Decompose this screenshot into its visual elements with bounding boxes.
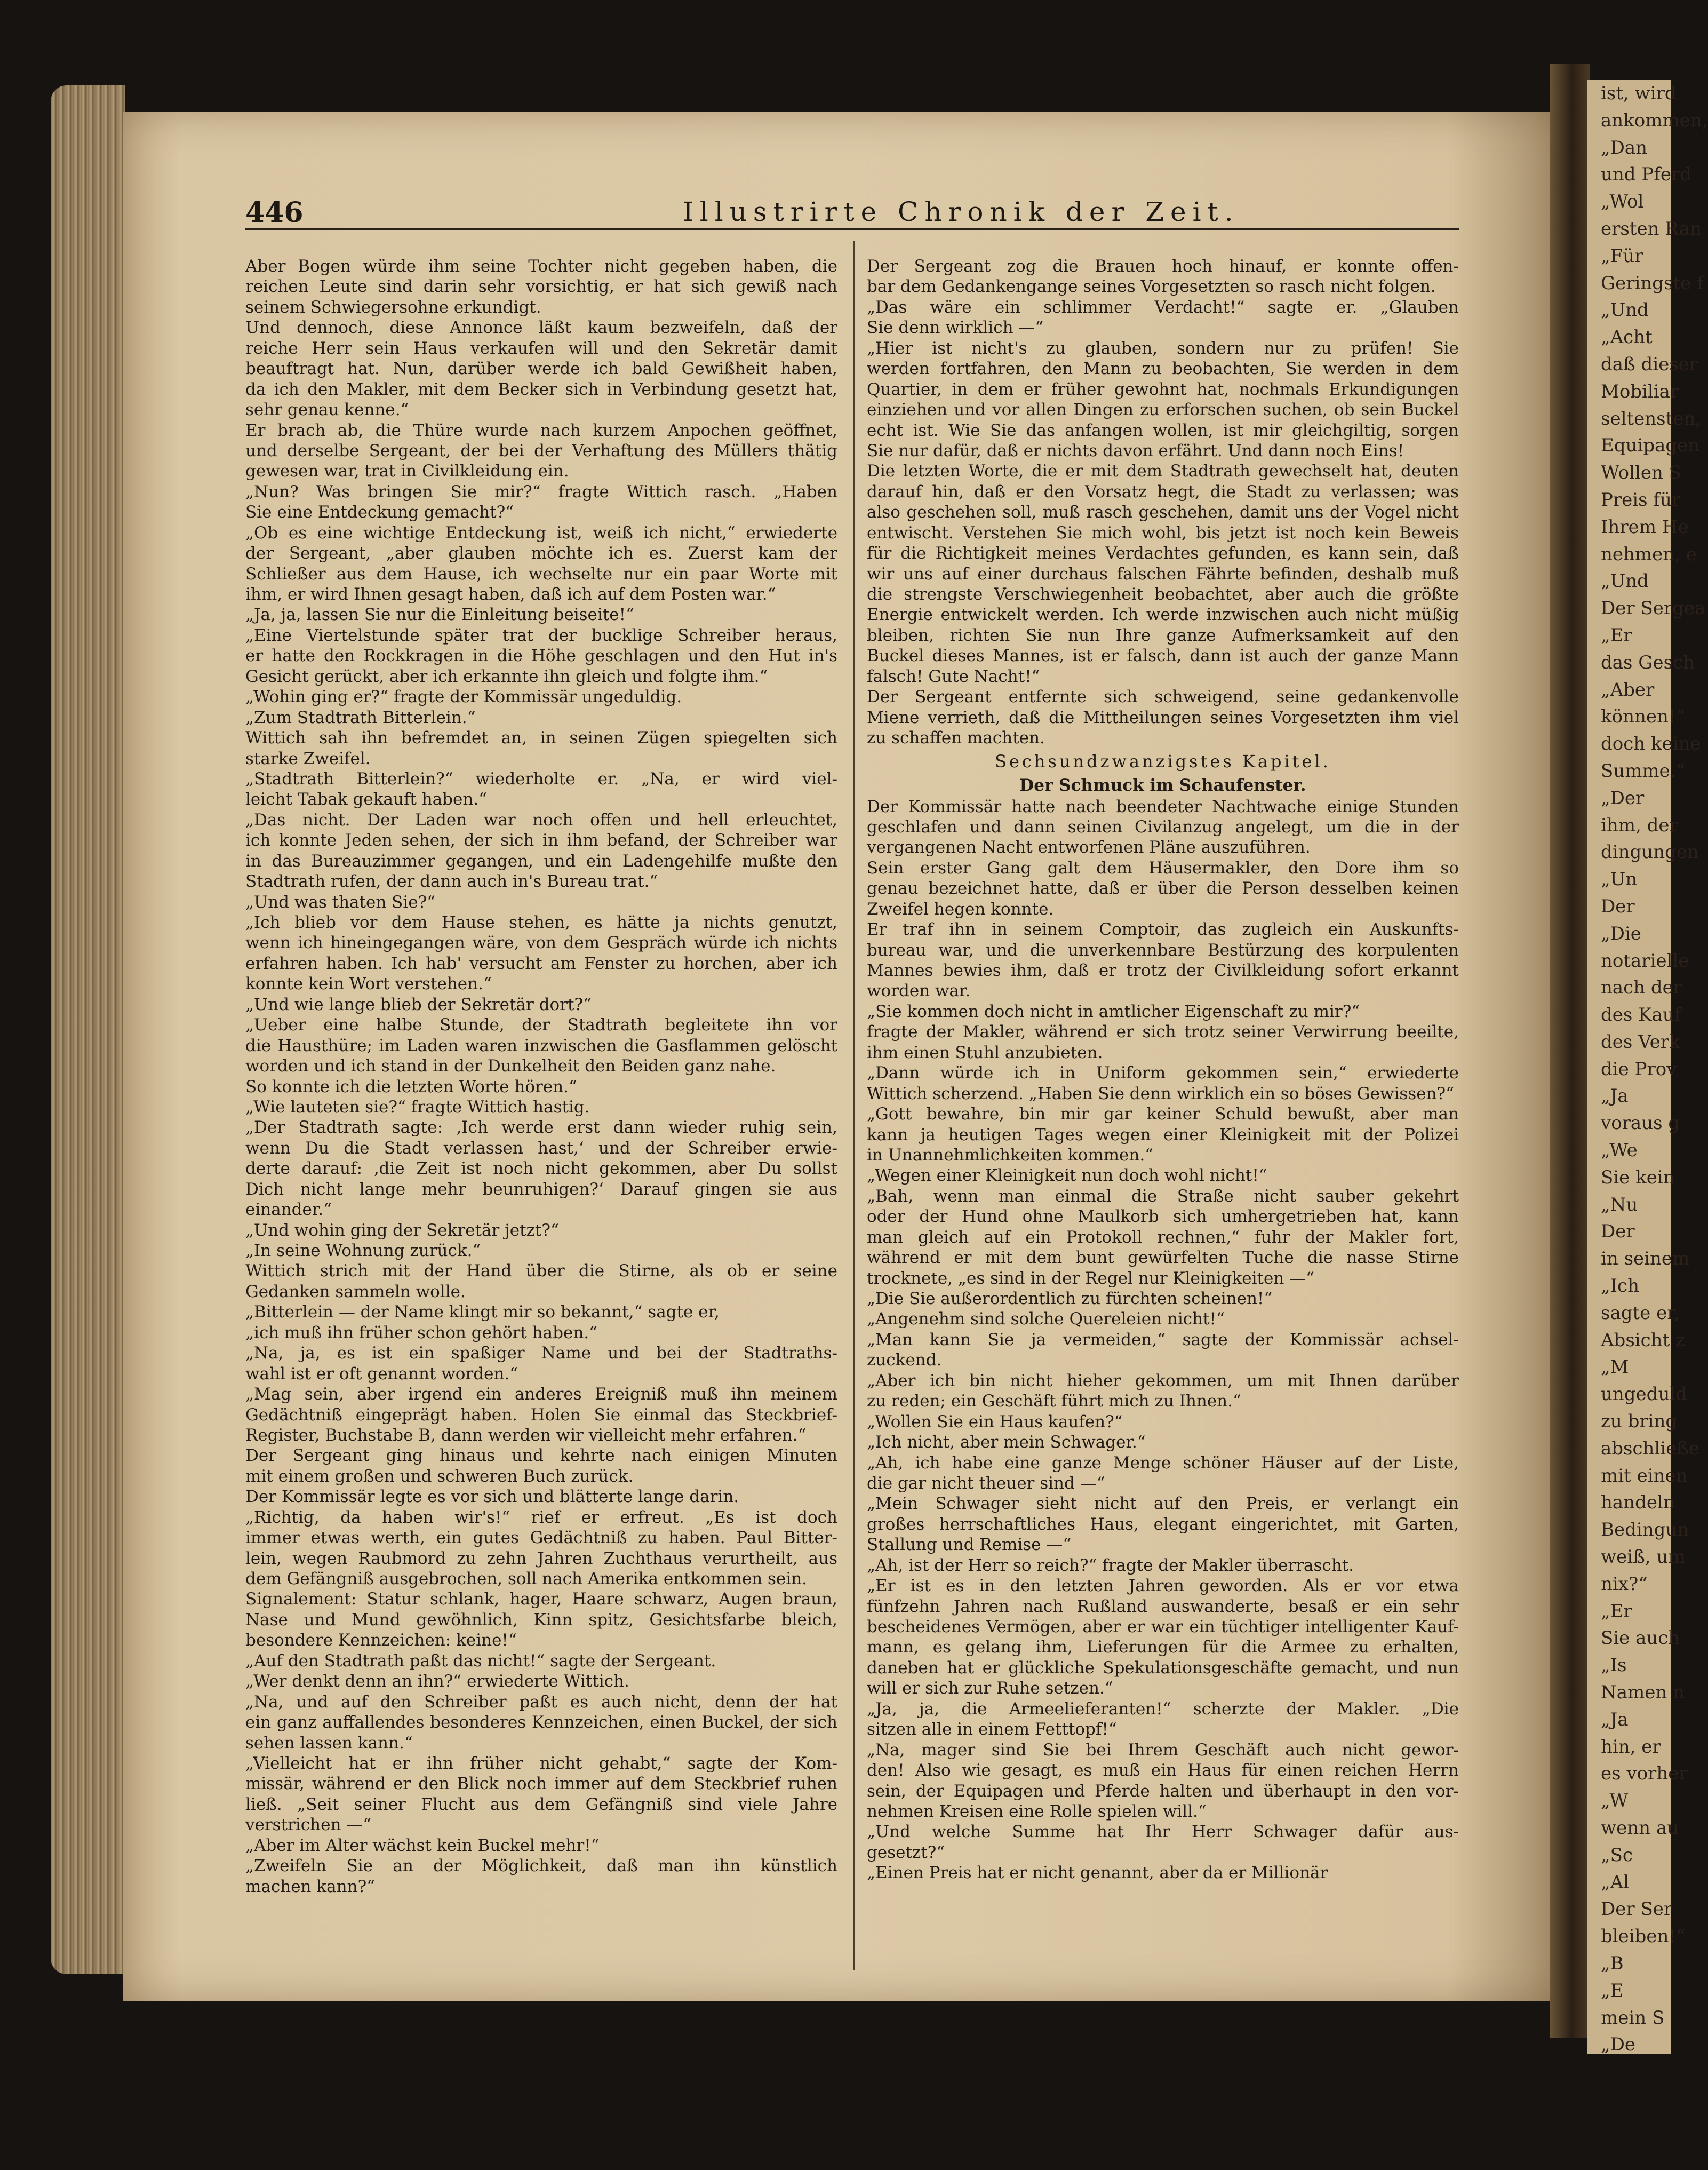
text-line: „Einen Preis hat er nicht genannt, aber da er Millionär (867, 1863, 1328, 1883)
text-line: „Eine Viertelstunde später trat der bucklige Schreiber heraus, (245, 625, 837, 645)
text-line: „Der Stadtrath sagte: ‚Ich werde erst dann wieder ruhig sein, (245, 1118, 837, 1138)
text-line: dem Gefängniß ausgebrochen, soll nach Amerika entkommen sein. (245, 1569, 808, 1588)
chapter-title: Sechsundzwanzigstes Kapitel. (995, 751, 1331, 772)
next-page-fragment: Der (1601, 1221, 1635, 1243)
text-line: Der Sergeant zog die Brauen hoch hinauf, er konnte offen- (867, 257, 1459, 276)
text-line: Gedächtniß eingeprägt haben. Holen Sie einmal das Steckbrief- (245, 1405, 837, 1425)
text-line: „Zum Stadtrath Bitterlein.“ (245, 708, 476, 727)
text-line: Quartier, in dem er früher gewohnt hat, nochmals Erkundigungen (867, 379, 1459, 399)
stacked-page-edges (51, 85, 125, 1974)
text-line: da ich den Makler, mit dem Becker sich in Verbindung gesetzt hat, (245, 379, 837, 399)
text-line: So konnte ich die letzten Worte hören.“ (245, 1077, 577, 1096)
text-line: Zweifel hegen konnte. (867, 899, 1054, 919)
text-line: „Wie lauteten sie?“ fragte Wittich hastig. (245, 1097, 590, 1117)
text-line: wahl ist er oft genannt worden.“ (245, 1364, 518, 1384)
next-page-fragment: „We (1601, 1140, 1638, 1162)
text-line: „Mag sein, aber irgend ein anderes Ereigniß muß ihn meinem (245, 1385, 837, 1404)
text-line: beauftragt hat. Nun, darüber werde ich bald Gewißheit haben, (245, 359, 837, 379)
next-page-fragment: „Ja (1601, 1085, 1629, 1107)
text-line: Sie nur dafür, daß er nichts davon erfährt. Und dann noch Eins! (867, 441, 1404, 460)
running-title: Illustrirte Chronik der Zeit. (683, 196, 1240, 227)
next-page-fragment: Equipagen (1601, 435, 1700, 457)
next-page-fragment: mein S (1601, 2007, 1665, 2029)
chapter-subtitle: Der Schmuck im Schaufenster. (1019, 775, 1306, 795)
next-page-fragment: „Dan (1601, 137, 1648, 158)
text-line: der Sergeant, „aber glauben möchte ich es. Zuerst kam der (245, 544, 837, 563)
next-page-edge (1587, 80, 1708, 2056)
next-page-fragment: in seinem (1601, 1248, 1690, 1270)
next-page-fragment: handeln (1601, 1492, 1675, 1514)
next-page-fragment: „Ja (1601, 1708, 1629, 1730)
text-line: Und dennoch, diese Annonce läßt kaum bezweifeln, daß der (245, 318, 837, 338)
next-page-fragment: Sie kein (1601, 1166, 1675, 1188)
next-page-fragment: Sie auch (1601, 1627, 1680, 1649)
text-line: Buckel dieses Mannes, ist er falsch, dann ist auch der ganze Mann (867, 646, 1459, 666)
next-page-fragment: Der (1601, 895, 1635, 917)
text-line: echt ist. Wie Sie das anfangen wollen, ist mir gleichgiltig, sorgen (867, 420, 1459, 440)
text-line: „Ich nicht, aber mein Schwager.“ (867, 1433, 1146, 1452)
text-line: werden fortfahren, den Mann zu beobachten, Sie werden in dem (867, 359, 1459, 379)
next-page-fragment: wenn au (1601, 1817, 1679, 1839)
text-line: reiche Herr sein Haus verkaufen will und den Sekretär damit (245, 338, 837, 358)
next-page-fragment: hin, er (1601, 1736, 1661, 1758)
text-line: sein, der Equipagen und Pferde halten und überhaupt in den vor- (867, 1781, 1459, 1801)
next-page-fragment: des Kauf (1601, 1004, 1681, 1026)
text-line: sehr genau kenne.“ (245, 400, 409, 420)
text-line: „Die Sie außerordentlich zu fürchten scheinen!“ (867, 1289, 1273, 1308)
next-page-fragment: nehmen, e (1601, 543, 1697, 565)
next-page-fragment: „De (1601, 2034, 1635, 2056)
text-line: „Ich blieb vor dem Hause stehen, es hätte ja nichts genutzt, (245, 913, 837, 932)
text-line: „Wohin ging er?“ fragte der Kommissär ungeduldig. (245, 687, 682, 707)
text-line: lein, wegen Raubmord zu zehn Jahren Zuchthaus verurtheilt, aus (245, 1548, 837, 1568)
text-line: ihm einen Stuhl anzubieten. (867, 1043, 1103, 1062)
next-page-fragment: Geringste f (1601, 272, 1704, 294)
text-line: „Mein Schwager sieht nicht auf den Preis, er verlangt ein (867, 1494, 1459, 1514)
text-line: „Angenehm sind solche Quereleien nicht!“ (867, 1309, 1225, 1329)
text-line: die strengste Verschwiegenheit beobachtet, aber auch die größte (867, 585, 1459, 604)
text-line: Miene verrieth, daß die Mittheilungen seines Vorgesetzten ihm viel (867, 708, 1459, 727)
text-line: Register, Buchstabe B, dann werden wir vielleicht mehr erfahren.“ (245, 1425, 807, 1445)
next-page-fragment: ungeduld (1601, 1384, 1687, 1405)
right-column (867, 256, 1459, 1883)
text-line: Gesicht gerückt, aber ich erkannte ihn gleich und folgte ihm.“ (245, 666, 768, 686)
next-page-fragment: „Ich (1601, 1275, 1639, 1297)
text-line: für die Richtigkeit meines Verdachtes gefunden, es kann sein, daß (867, 544, 1459, 563)
text-line: er hatte den Rockkragen in die Höhe geschlagen und den Hut in's (245, 646, 837, 666)
column-divider (853, 241, 855, 1970)
text-line: „Richtig, da haben wir's!“ rief er erfreut. „Es ist doch (245, 1507, 837, 1527)
text-line: Wittich scherzend. „Haben Sie denn wirklich ein so böses Gewissen?“ (867, 1084, 1454, 1103)
text-line: Energie entwickelt werden. Ich werde inzwischen auch nicht müßig (867, 605, 1459, 625)
text-line: wenn Du die Stadt verlassen hast,‘ und der Schreiber erwie- (245, 1138, 837, 1158)
next-page-fragment: „Und (1601, 299, 1649, 321)
next-page-fragment: Preis für (1601, 489, 1681, 511)
text-line: starke Zweifel. (245, 749, 371, 768)
text-line: bar dem Gedankengange seines Vorgesetzten so rasch nicht folgen. (867, 277, 1436, 297)
text-line: „Und wohin ging der Sekretär jetzt?“ (245, 1220, 559, 1240)
next-page-fragment: Mobiliar (1601, 380, 1679, 402)
text-line: „Ja, ja, lassen Sie nur die Einleitung beiseite!“ (245, 605, 634, 625)
text-line: „Na, mager sind Sie bei Ihrem Geschäft auch nicht gewor- (867, 1740, 1459, 1760)
next-page-fragment: ersten Ran (1601, 218, 1702, 240)
text-line: „Zweifeln Sie an der Möglichkeit, daß man ihn künstlich (245, 1856, 837, 1876)
page-number: 446 (245, 196, 304, 229)
text-line: die gar nicht theuer sind —“ (867, 1473, 1105, 1493)
text-line: Signalement: Statur schlank, hager, Haare schwarz, Augen braun, (245, 1589, 837, 1609)
text-line: man gleich auf ein Protokoll rechnen,“ fuhr der Makler fort, (867, 1227, 1459, 1247)
next-page-fragment: „M (1601, 1356, 1629, 1378)
text-line: „Wer denkt denn an ihn?“ erwiederte Wittich. (245, 1672, 629, 1691)
text-line: Sein erster Gang galt dem Häusermakler, den Dore ihm so (867, 858, 1459, 878)
next-page-fragment: das Gesch (1601, 651, 1695, 673)
text-line: missär, während er den Blick noch immer auf dem Steckbrief ruhen (245, 1774, 837, 1794)
text-line: Sie denn wirklich —“ (867, 318, 1044, 338)
text-line: worden war. (867, 981, 971, 1001)
text-line: Der Sergeant entfernte sich schweigend, seine gedankenvolle (867, 687, 1459, 707)
text-line: ich konnte Jeden sehen, der sich in ihm befand, der Schreiber war (245, 831, 837, 850)
next-page-fragment: und Pferd (1601, 164, 1691, 186)
next-page-fragment: des Verk (1601, 1031, 1680, 1053)
text-line: also geschehen soll, muß rasch geschehen, damit uns der Vogel nicht (867, 503, 1459, 522)
next-page-fragment: „E (1601, 1980, 1624, 2001)
next-page-fragment: „Er (1601, 624, 1632, 646)
text-line: entwischt. Verstehen Sie mich wohl, bis jetzt ist noch kein Beweis (867, 523, 1459, 543)
text-line: geschlafen und dann seinen Civilanzug angelegt, um die in der (867, 817, 1459, 837)
next-page-fragment: „Die (1601, 923, 1641, 944)
text-line: trocknete, „es sind in der Regel nur Kleinigkeiten —“ (867, 1268, 1314, 1288)
text-line: Dich nicht lange mehr beunruhigen?‘ Darauf gingen sie aus (245, 1179, 837, 1199)
next-page-fragment: Ihrem He (1601, 516, 1689, 538)
text-line: daneben hat er glückliche Spekulationsgeschäfte gemacht, und nun (867, 1658, 1459, 1678)
text-line: besondere Kennzeichen: keine!“ (245, 1631, 517, 1650)
next-page-fragment: „Al (1601, 1871, 1630, 1893)
text-line: den! Also wie gesagt, es muß ein Haus für einen reichen Herrn (867, 1761, 1459, 1780)
next-page-fragment: ihm, der (1601, 814, 1678, 836)
text-line: „Sie kommen doch nicht in amtlicher Eigenschaft zu mir?“ (867, 1001, 1360, 1021)
text-line: Mannes bewies ihm, daß er trotz der Civilkleidung sofort erkannt (867, 961, 1459, 980)
text-line: genau bezeichnet hatte, daß er über die Person desselben keinen (867, 879, 1459, 899)
text-line: immer etwas werth, ein gutes Gedächtniß zu haben. Paul Bitter- (245, 1528, 837, 1548)
text-line: und derselbe Sergeant, der bei der Verhaftung des Müllers thätig (245, 441, 837, 460)
next-page-fragment: Wollen S (1601, 462, 1681, 484)
text-line: mann, es gelang ihm, Lieferungen für die Armee zu erhalten, (867, 1638, 1459, 1657)
text-line: seinem Schwiegersohne erkundigt. (245, 297, 541, 317)
text-line: „Hier ist nicht's zu glauben, sondern nur zu prüfen! Sie (867, 338, 1459, 358)
next-page-fragment: es vorher (1601, 1763, 1688, 1785)
next-page-fragment: Der Sergea (1601, 598, 1706, 619)
next-page-fragment: weiß, um (1601, 1546, 1686, 1568)
next-page-fragment: Summe.“ (1601, 760, 1685, 782)
next-page-fragment: „Nu (1601, 1194, 1638, 1215)
next-page-fragment: „Der (1601, 787, 1645, 809)
text-line: „Aber ich bin nicht hieher gekommen, um mit Ihnen darüber (867, 1371, 1459, 1390)
next-page-fragment: Absicht z (1601, 1329, 1685, 1351)
text-line: Stallung und Remise —“ (867, 1535, 1072, 1555)
text-line: einziehen und vor allen Dingen zu erforschen suchen, ob sein Buckel (867, 400, 1459, 420)
next-page-fragment: mit einen (1601, 1465, 1688, 1487)
text-line: Der Sergeant ging hinaus und kehrte nach einigen Minuten (245, 1446, 837, 1466)
next-page-fragment: voraus g (1601, 1112, 1680, 1134)
text-line: „In seine Wohnung zurück.“ (245, 1241, 481, 1260)
next-page-fragment: dingungen (1601, 841, 1699, 863)
text-line: „Das wäre ein schlimmer Verdacht!“ sagte er. „Glauben (867, 297, 1459, 317)
text-line: „Na, ja, es ist ein spaßiger Name und bei der Stadtraths- (245, 1344, 837, 1363)
text-line: „Ueber eine halbe Stunde, der Stadtrath begleitete ihn vor (245, 1015, 837, 1035)
text-line: „Gott bewahre, bin mir gar keiner Schuld bewußt, aber man (867, 1104, 1459, 1124)
text-line: „Ah, ich habe eine ganze Menge schöner Häuser auf der Liste, (867, 1453, 1459, 1473)
next-page-fragment: Bedingun (1601, 1519, 1689, 1541)
text-line: „Ah, ist der Herr so reich?“ fragte der Makler überrascht. (867, 1555, 1354, 1575)
text-line: „Man kann Sie ja vermeiden,“ sagte der Kommissär achsel- (867, 1330, 1459, 1349)
next-page-fragment: nach der (1601, 977, 1682, 999)
text-line: „Auf den Stadtrath paßt das nicht!“ sagte der Sergeant. (245, 1651, 716, 1671)
text-line: bureau war, und die unverkennbare Bestürzung des korpulenten (867, 940, 1459, 960)
text-line: „Nun? Was bringen Sie mir?“ fragte Wittich rasch. „Haben (245, 482, 837, 502)
text-line: oder der Hund ohne Maulkorb sich umhergetrieben hat, kann (867, 1207, 1459, 1227)
text-line: will er sich zur Ruhe setzen.“ (867, 1679, 1113, 1698)
text-line: konnte kein Wort verstehen.“ (245, 974, 492, 994)
text-line: zu reden; ein Geschäft führt mich zu Ihnen.“ (867, 1392, 1241, 1411)
next-page-fragment: „Un (1601, 869, 1638, 891)
next-page-fragment: können!“ (1601, 706, 1685, 728)
text-line: worden und ich stand in der Dunkelheit den Beiden ganz nahe. (245, 1056, 776, 1076)
text-line: zuckend. (867, 1350, 942, 1370)
text-line: wenn ich hineingegangen wäre, von dem Gespräch würde ich nichts (245, 933, 837, 953)
text-line: „Bitterlein — der Name klingt mir so bekannt,“ sagte er, (245, 1302, 720, 1322)
text-line: großes herrschaftliches Haus, elegant eingerichtet, mit Garten, (867, 1514, 1459, 1534)
next-page-fragment: „Er (1601, 1600, 1632, 1622)
text-line: wir uns auf einer durchaus falschen Fährte befinden, deshalb muß (867, 564, 1459, 584)
text-line: sehen lassen kann.“ (245, 1733, 413, 1753)
next-page-fragment: bleiben!“ (1601, 1926, 1686, 1948)
text-line: während er mit dem bunt gewürfelten Tuche die nasse Stirne (867, 1248, 1459, 1268)
page-header (245, 196, 1456, 239)
text-line: Gedanken sammeln wolle. (245, 1282, 466, 1301)
next-page-fragment: „Is (1601, 1655, 1627, 1676)
text-line: vergangenen Nacht entworfenen Pläne auszuführen. (867, 838, 1311, 857)
next-page-fragment: „Und (1601, 570, 1649, 592)
text-line: „Vielleicht hat er ihn früher nicht gehabt,“ sagte der Kom- (245, 1753, 837, 1773)
text-line: „Das nicht. Der Laden war noch offen und hell erleuchtet, (245, 810, 837, 830)
text-line: bleiben, richten Sie nun Ihre ganze Aufmerksamkeit auf den (867, 625, 1459, 645)
text-line: „Stadtrath Bitterlein?“ wiederholte er. „Na, er wird viel- (245, 769, 837, 789)
left-column (245, 256, 837, 1897)
text-line: Nase und Mund gewöhnlich, Kinn spitz, Gesichtsfarbe bleich, (245, 1610, 837, 1630)
text-line: ließ. „Seit seiner Flucht aus dem Gefängniß sind viele Jahre (245, 1794, 837, 1814)
next-page-fragment: doch keine (1601, 733, 1701, 755)
text-line: Er traf ihn in seinem Comptoir, das zugleich ein Auskunfts- (867, 920, 1459, 940)
text-line: ihm, er wird Ihnen gesagt haben, daß ich auf dem Posten war.“ (245, 585, 776, 604)
next-page-fragment: nix?“ (1601, 1573, 1648, 1595)
text-line: Der Kommissär hatte nach beendeter Nachtwache einige Stunden (867, 797, 1459, 816)
text-line: zu schaffen machten. (867, 728, 1045, 748)
text-line: fünfzehn Jahren nach Rußland auswanderte, besaß er ein sehr (867, 1596, 1459, 1616)
text-line: derte darauf: ‚die Zeit ist noch nicht gekommen, aber Du sollst (245, 1159, 837, 1179)
next-page-fragment: seltensten, (1601, 408, 1702, 430)
next-page-fragment: „Aber (1601, 679, 1655, 701)
text-line: Schließer aus dem Hause, ich wechselte nur ein paar Worte mit (245, 564, 837, 584)
next-page-fragment: „Sc (1601, 1844, 1633, 1866)
text-line: mit einem großen und schweren Buch zurück. (245, 1466, 634, 1486)
text-line: „Dann würde ich in Uniform gekommen sein,“ erwiederte (867, 1063, 1459, 1083)
next-page-fragment: sagte er, (1601, 1302, 1680, 1324)
text-line: „Ja, ja, die Armeelieferanten!“ scherzte der Makler. „Die (867, 1699, 1459, 1719)
text-line: gewesen war, trat in Civilkleidung ein. (245, 462, 569, 481)
text-line: kann ja heutigen Tages wegen einer Kleinigkeit mit der Polizei (867, 1125, 1459, 1144)
text-line: Die letzten Worte, die er mit dem Stadtrath gewechselt hat, deuten (867, 462, 1459, 481)
header-rule (245, 228, 1459, 230)
text-line: Sie eine Entdeckung gemacht?“ (245, 503, 514, 522)
next-page-fragment: Der Ser (1601, 1898, 1673, 1920)
text-line: Der Kommissär legte es vor sich und blätterte lange darin. (245, 1487, 739, 1507)
text-line: „Und was thaten Sie?“ (245, 892, 436, 912)
text-line: fragte der Makler, während er sich trotz seiner Verwirrung beeilte, (867, 1022, 1459, 1042)
next-page-fragment: „Wol (1601, 191, 1644, 213)
text-line: in Unannehmlichkeiten kommen.“ (867, 1145, 1154, 1165)
text-line: leicht Tabak gekauft haben.“ (245, 790, 488, 809)
text-line: die Hausthüre; im Laden waren inzwischen die Gasflammen gelöscht (245, 1036, 837, 1055)
text-line: einander.“ (245, 1200, 332, 1220)
text-line: „Und welche Summe hat Ihr Herr Schwager dafür aus- (867, 1822, 1459, 1842)
next-page-fragment: „B (1601, 1952, 1624, 1974)
text-line: „Aber im Alter wächst kein Buckel mehr!“ (245, 1835, 600, 1855)
text-line: „Wollen Sie ein Haus kaufen?“ (867, 1412, 1123, 1432)
text-line: „Er ist es in den letzten Jahren geworden. Als er vor etwa (867, 1576, 1459, 1596)
text-line: „Wegen einer Kleinigkeit nun doch wohl nicht!“ (867, 1166, 1267, 1186)
next-page-fragment: notarielle (1601, 950, 1689, 972)
next-page-fragment: die Prov (1601, 1058, 1677, 1080)
next-page-fragment: zu bring (1601, 1411, 1678, 1433)
text-line: erfahren haben. Ich hab' versucht am Fenster zu horchen, aber ich (245, 953, 837, 973)
text-line: darauf hin, daß er den Vorsatz hegt, die Stadt zu verlassen; was (867, 482, 1459, 502)
text-line: falsch! Gute Nacht!“ (867, 666, 1040, 686)
text-line: „Bah, wenn man einmal die Straße nicht sauber gekehrt (867, 1186, 1459, 1206)
text-line: bescheidenes Vermögen, aber er war ein tüchtiger intelligenter Kauf- (867, 1617, 1459, 1636)
text-line: Wittich sah ihn befremdet an, in seinen Zügen spiegelten sich (245, 728, 837, 748)
next-page-fragment: „Acht (1601, 327, 1653, 348)
text-line: Er brach ab, die Thüre wurde nach kurzem Anpochen geöffnet, (245, 420, 837, 440)
next-page-fragment: ist, wird (1601, 83, 1677, 104)
book-gutter (1550, 64, 1590, 2038)
next-page-fragment: ankommen, (1601, 109, 1708, 131)
text-line: „Ob es eine wichtige Entdeckung ist, weiß ich nicht,“ erwiederte (245, 523, 837, 543)
text-line: „Na, und auf den Schreiber paßt es auch nicht, denn der hat (245, 1692, 837, 1712)
text-line: in das Bureauzimmer gegangen, und ein Ladengehilfe mußte den (245, 851, 837, 871)
text-line: machen kann?“ (245, 1877, 376, 1896)
text-line: ein ganz auffallendes besonderes Kennzeichen, einen Buckel, der sich (245, 1713, 837, 1732)
next-page-fragment: abschließe (1601, 1437, 1700, 1459)
text-line: „ich muß ihn früher schon gehört haben.“ (245, 1323, 597, 1342)
text-line: Aber Bogen würde ihm seine Tochter nicht gegeben haben, die (245, 257, 837, 276)
text-line: reichen Leute sind darin sehr vorsichtig, er hat sich gewiß nach (245, 277, 837, 297)
text-line: gesetzt?“ (867, 1842, 945, 1862)
text-line: Stadtrath rufen, der dann auch in's Bureau trat.“ (245, 872, 658, 892)
text-line: sitzen alle in einem Fetttopf!“ (867, 1720, 1117, 1739)
next-page-fragment: daß dieser (1601, 353, 1698, 375)
next-page-fragment: Namen n (1601, 1682, 1685, 1704)
text-line: verstrichen —“ (245, 1815, 372, 1835)
next-page-fragment: „Für (1601, 245, 1643, 267)
next-page-fragment: „W (1601, 1790, 1629, 1812)
text-line: Wittich strich mit der Hand über die Stirne, als ob er seine (245, 1261, 837, 1281)
text-line: nehmen Kreisen eine Rolle spielen will.“ (867, 1801, 1207, 1821)
text-line: „Und wie lange blieb der Sekretär dort?“ (245, 995, 592, 1014)
